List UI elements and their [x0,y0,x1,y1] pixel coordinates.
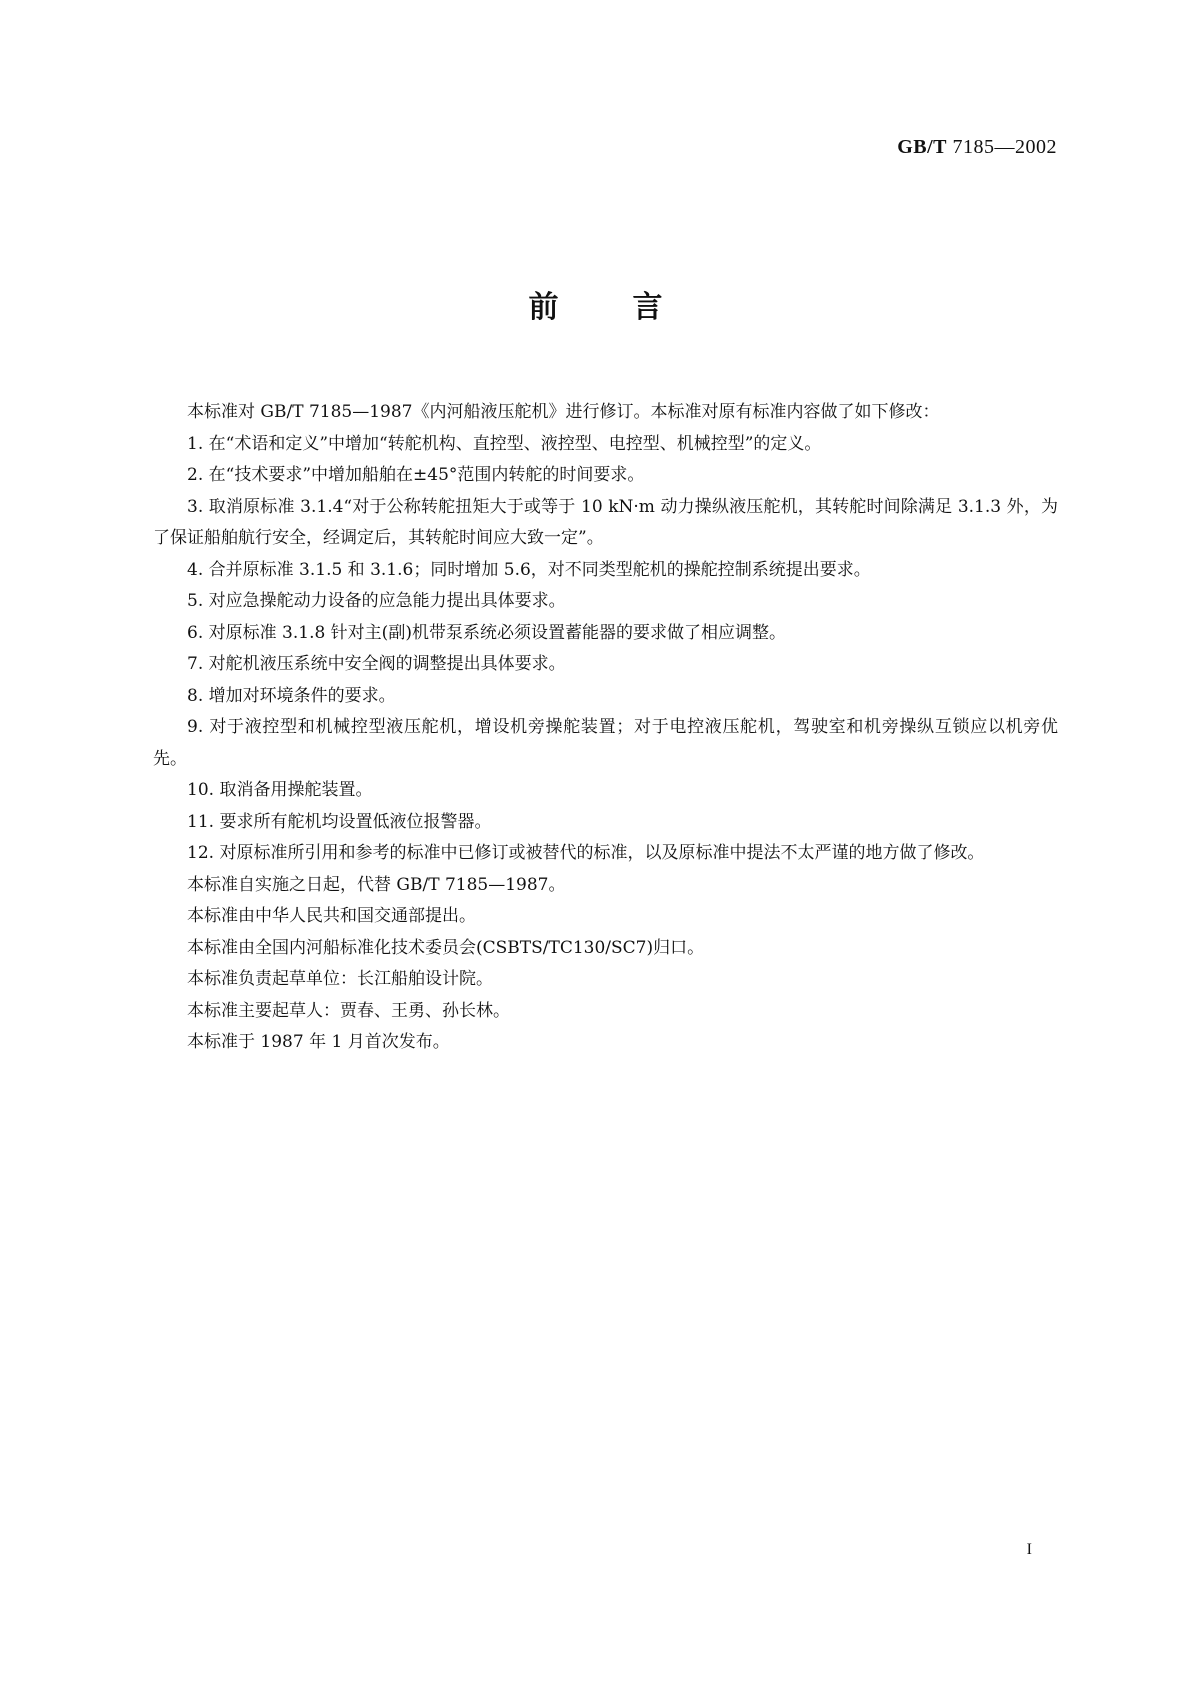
paragraph-centralized-by: 本标准由全国内河船标准化技术委员会(CSBTS/TC130/SC7)归口。 [187,937,705,958]
standard-prefix: GB/T [897,136,947,158]
paragraph-item-5: 5. 对应急操舵动力设备的应急能力提出具体要求。 [187,591,566,611]
paragraph-drafting-unit: 本标准负责起草单位：长江船舶设计院。 [187,969,493,989]
standard-code [897,136,1057,159]
paragraph-item-7: 7. 对舵机液压系统中安全阀的调整提出具体要求。 [187,654,566,674]
paragraph-item-4: 4. 合并原标准 3.1.5 和 3.1.6；同时增加 5.6，对不同类型舵机的操舵控制系统提出要求。 [187,559,871,580]
paragraph-item-3: 3. 取消原标准 3.1.4“对于公称转舵扭矩大于或等于 10 kN·m 动力操纵液压舵机，其转舵时间除满足 3.1.3 外，为了保证船舶航行安全，经调定后，其转舵时间应大致一定”。 [153,496,1058,548]
paragraph-item-10: 10. 取消备用操舵装置。 [187,780,373,800]
paragraph-replaces: 本标准自实施之日起，代替 GB/T 7185—1987。 [187,874,566,895]
paragraph-intro: 本标准对 GB/T 7185—1987《内河船液压舵机》进行修订。本标准对原有标准内容做了如下修改： [187,402,940,422]
page-title: 前言 [528,290,737,325]
paragraph-item-6: 6. 对原标准 3.1.8 针对主(副)机带泵系统必须设置蓄能器的要求做了相应调整。 [187,622,786,643]
paragraph-item-8: 8. 增加对环境条件的要求。 [187,685,396,706]
paragraph-item-1: 1. 在“术语和定义”中增加“转舵机构、直控型、液控型、电控型、机械控型”的定义。 [187,433,822,454]
paragraph-item-2: 2. 在“技术要求”中增加船舶在±45°范围内转舵的时间要求。 [187,465,645,485]
paragraph-first-issued: 本标准于 1987 年 1 月首次发布。 [187,1032,450,1052]
foreword-body [153,397,1058,1059]
paragraph-item-12: 12. 对原标准所引用和参考的标准中已修订或被替代的标准，以及原标准中提法不太严谨的地方做了修改。 [187,843,985,863]
paragraph-item-11: 11. 要求所有舵机均设置低液位报警器。 [187,811,492,832]
paragraph-drafters: 本标准主要起草人：贾春、王勇、孙长林。 [187,1000,510,1021]
paragraph-proposed-by: 本标准由中华人民共和国交通部提出。 [187,906,476,926]
page-number: I [1026,1541,1032,1558]
standard-number: 7185—2002 [952,136,1057,158]
paragraph-item-9: 9. 对于液控型和机械控型液压舵机，增设机旁操舵装置；对于电控液压舵机，驾驶室和机旁操纵互锁应以机旁优先。 [153,717,1058,769]
